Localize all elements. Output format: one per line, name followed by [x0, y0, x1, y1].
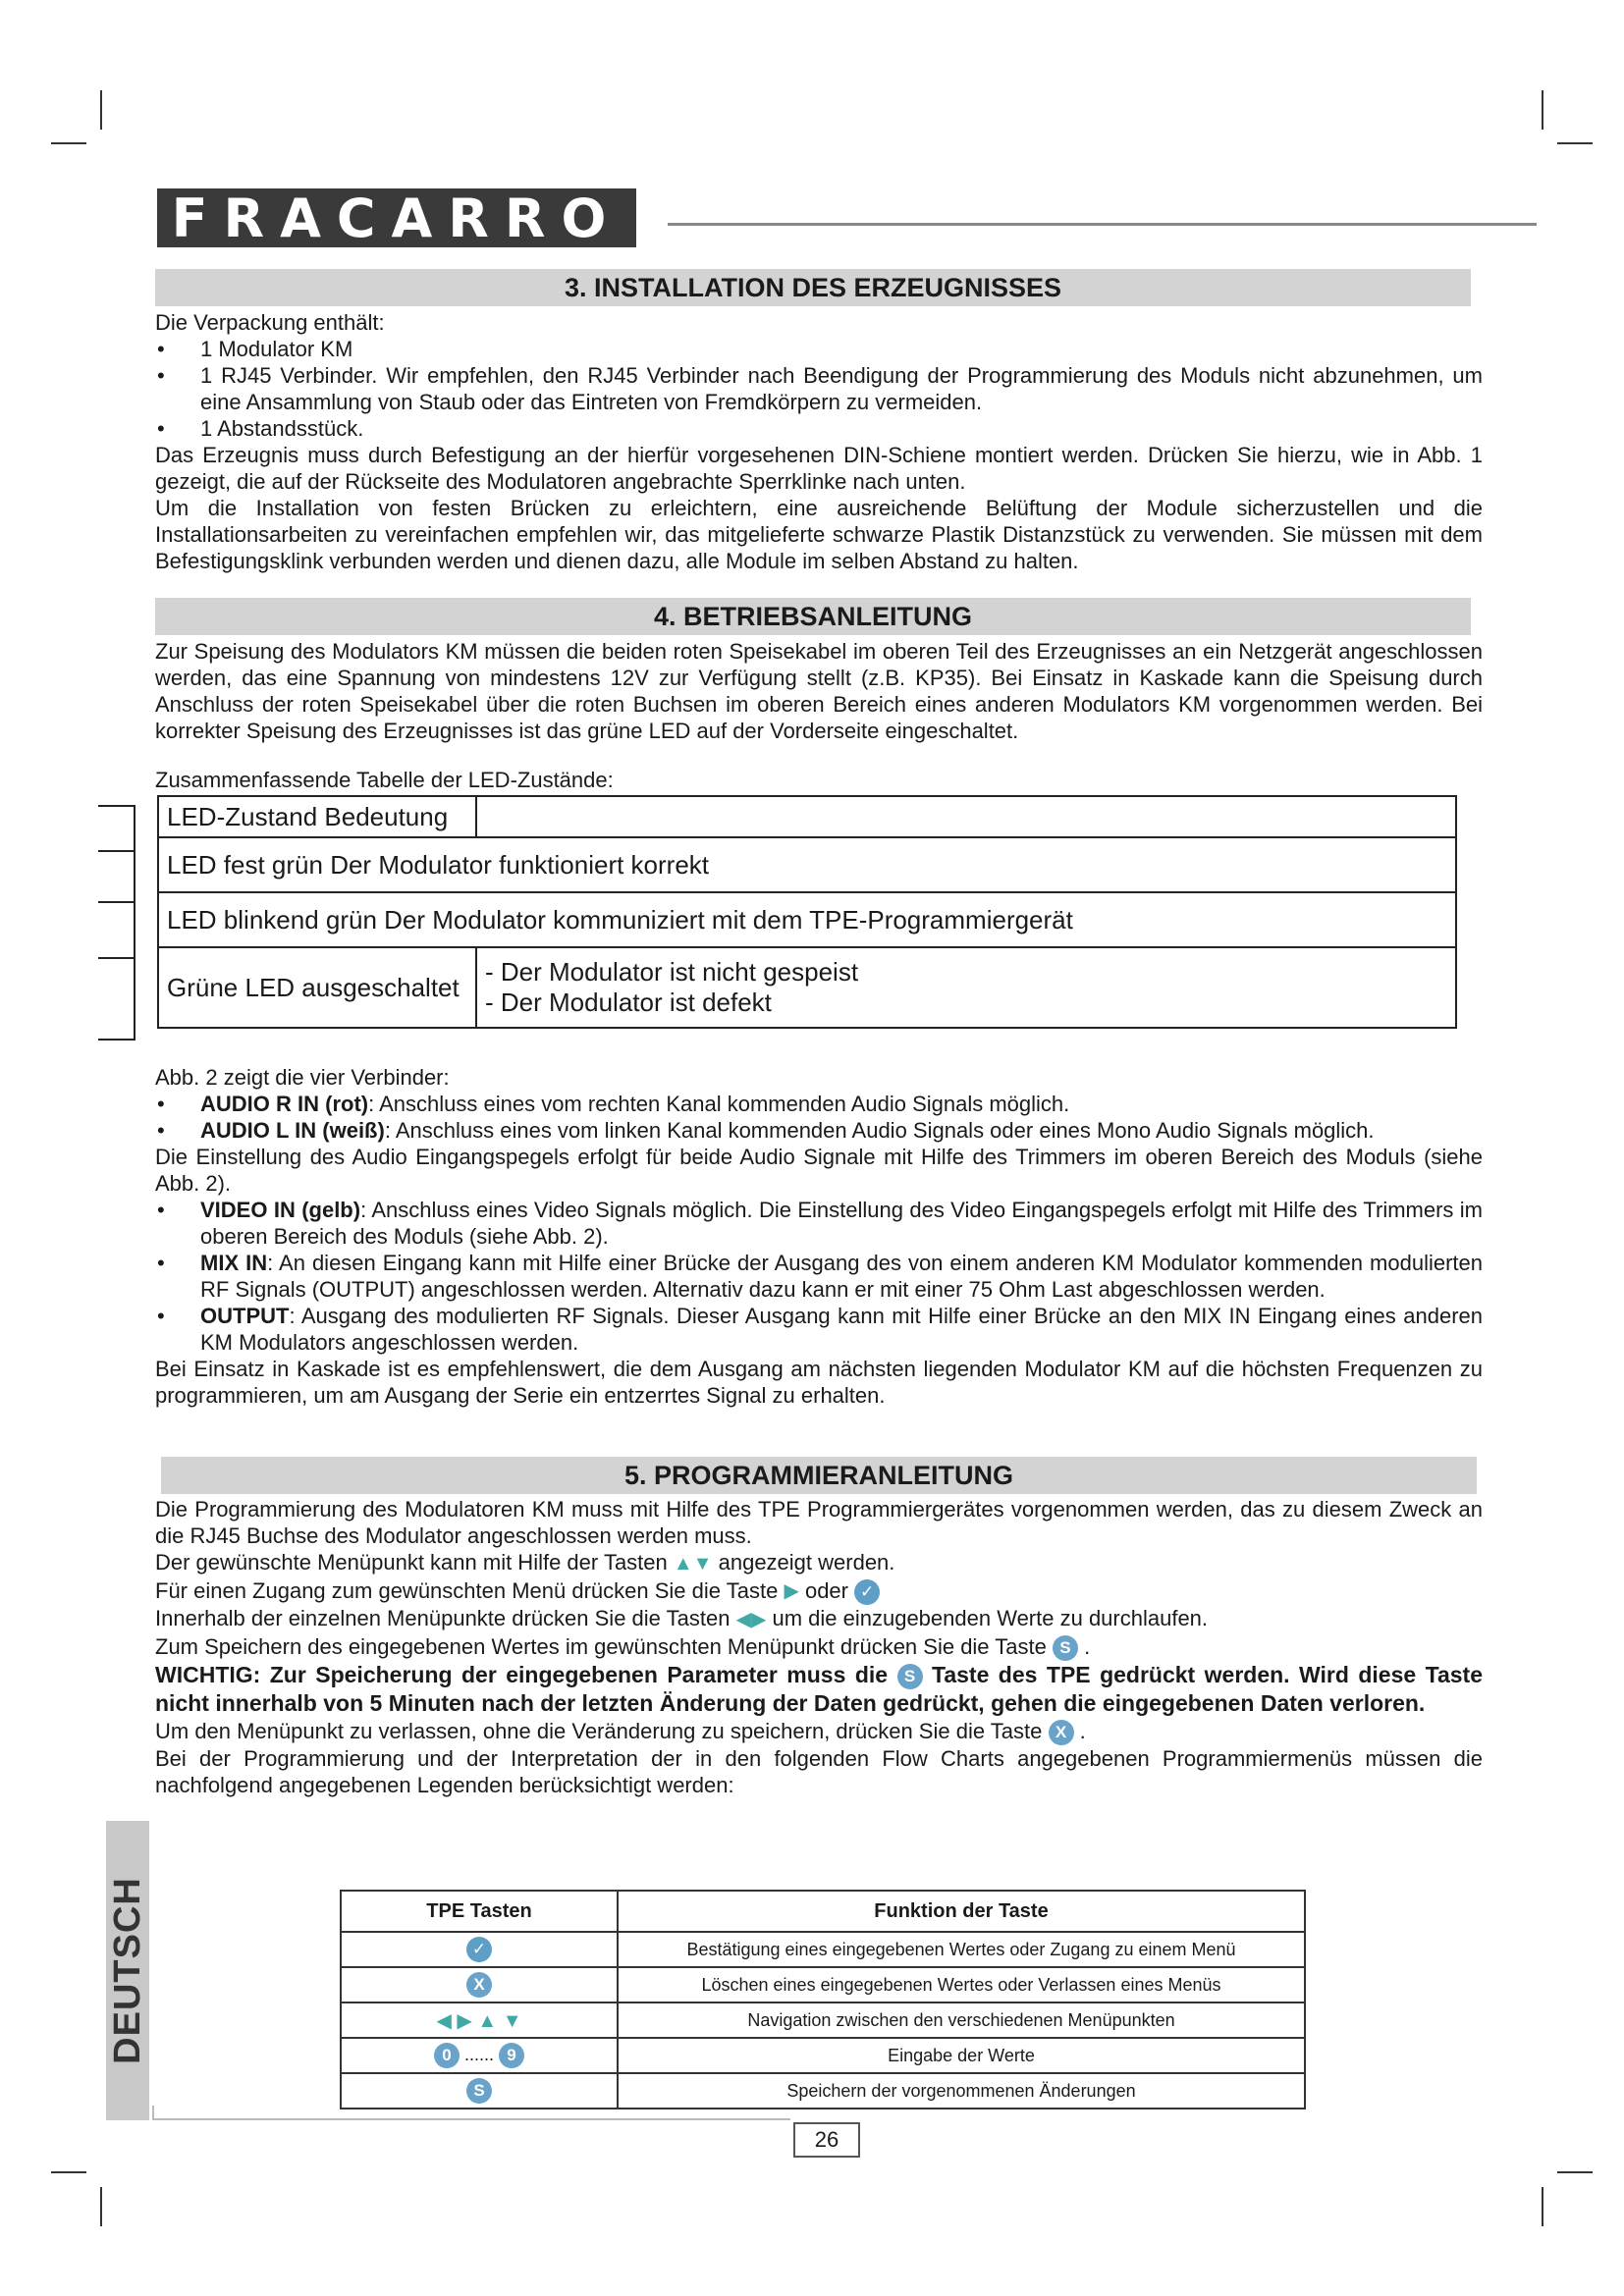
side-marker — [98, 805, 135, 807]
table-row — [158, 892, 1456, 947]
paragraph: Zur Speisung des Modulators KM müssen die beiden roten Speisekabel im oberen Teil des Erzeugnisses an ein Netzgerät angeschlossen werden, das eine Spannung von mindestens 12V zur Verfügung stellt (z.B. KP35). Bei Einsatz in Kaskade kann die Speisung durch Anschluss der roten Speisekabel über die roten Buchsen im oberen Bereich eines anderen Modulators KM vorgenommen werden. Bei korrekter Speisung des Erzeugnisses ist das grüne LED auf der Vorderseite eingeschaltet. — [155, 639, 1483, 743]
table-cell: Bestätigung eines eingegebenen Wertes oder Zugang zu einem Menü — [618, 1932, 1305, 1967]
table-cell — [476, 796, 1456, 837]
right-arrow-icon: ▶ — [784, 1580, 799, 1603]
side-marker — [134, 805, 135, 1041]
paragraph: Die Einstellung des Audio Eingangspegels erfolgt für beide Audio Signale mit Hilfe des Trimmers im oberen Bereich des Moduls (siehe Abb. 2). — [155, 1145, 1483, 1196]
paragraph: Das Erzeugnis muss durch Befestigung an der hierfür vorgesehenen DIN-Schiene montiert werden. Drücken Sie hierzu, wie in Abb. 1 gezeigt, die auf der Rückseite des Modulatoren angebrachte Sperrklinke nach unten. — [155, 443, 1483, 494]
table-cell: Eingabe der Werte — [618, 2038, 1305, 2073]
led-meaning: - Der Modulator ist defekt — [485, 988, 772, 1017]
section-programming-body — [155, 1496, 1483, 1798]
digit-zero-icon: 0 — [434, 2043, 460, 2068]
save-s-icon: S — [897, 1664, 923, 1689]
paragraph-important: WICHTIG: Zur Speicherung der eingegebenen Parameter muss die S Taste des TPE gedrückt werden. Wird diese Taste nicht innerhalb von 5 Minuten nach der letzten Änderung der Daten gedrückt, gehen die eingegebenen Daten verloren. — [155, 1662, 1483, 1717]
cancel-x-icon: X — [1049, 1720, 1074, 1745]
table-cell — [341, 1967, 618, 2002]
table-cell: Grüne LED ausgeschaltet — [158, 947, 476, 1028]
list-item: • OUTPUT: Ausgang des modulierten RF Signals. Dieser Ausgang kann mit Hilfe einer Brücke an den MIX IN Eingang eines anderen KM Modulators angeschlossen werden. — [157, 1304, 1483, 1355]
check-icon: ✓ — [466, 1937, 492, 1962]
crop-mark — [100, 2187, 102, 2226]
footer-rule — [152, 2118, 790, 2120]
footer-rule — [152, 2106, 154, 2119]
paragraph: Zum Speichern des eingegebenen Wertes im gewünschten Menüpunkt drücken Sie die Taste S . — [155, 1633, 1483, 1661]
paragraph: Innerhalb der einzelnen Menüpunkte drücken Sie die Tasten ◀▶ um die einzugebenden Werte zu durchlaufen. — [155, 1605, 1483, 1633]
crop-mark — [100, 90, 102, 130]
crop-mark — [51, 142, 86, 144]
table-row — [341, 2002, 1305, 2038]
brand-logo: FRACARRO — [157, 188, 636, 247]
table-cell: LED blinkend grün Der Modulator kommuniziert mit dem TPE-Programmiergerät — [158, 892, 1456, 947]
crop-mark — [1542, 90, 1543, 130]
digit-nine-icon: 9 — [499, 2043, 524, 2068]
table-row — [341, 1891, 1305, 1932]
connectors-body — [155, 1064, 1483, 1409]
section-title-programming: 5. PROGRAMMIERANLEITUNG — [161, 1457, 1477, 1494]
table-header-cell: Funktion der Taste — [618, 1891, 1305, 1932]
table-cell: LED fest grün Der Modulator funktioniert korrekt — [158, 837, 1456, 892]
list-item: • 1 Modulator KM — [157, 337, 353, 361]
side-marker — [98, 850, 135, 852]
side-marker — [98, 1039, 135, 1041]
paragraph: Bei der Programmierung und der Interpretation der in den folgenden Flow Charts angegebenen Programmiermenüs müssen die nachfolgend angegebenen Legenden berücksichtigt werden: — [155, 1746, 1483, 1798]
paragraph: Um die Installation von festen Brücken zu erleichtern, eine ausreichende Belüftung der Module sicherzustellen und die Installationsarbeiten zu vereinfachen empfehlen wir, das mitgelieferte schwarze Plastik Distanzstück zu verwenden. Sie müssen mit dem Befestigungsklink verbunden werden und dienen dazu, alle Module im selben Abstand zu halten. — [155, 496, 1483, 573]
crop-mark — [51, 2171, 86, 2173]
header-rule — [668, 223, 1537, 226]
crop-mark — [1557, 142, 1593, 144]
section-title-installation: 3. INSTALLATION DES ERZEUGNISSES — [155, 269, 1471, 306]
table-cell — [341, 2073, 618, 2109]
section-operation-body — [155, 638, 1483, 744]
list-item: • MIX IN: An diesen Eingang kann mit Hilfe einer Brücke der Ausgang des von einem anderen KM Modulator kommenden modulierten RF Signals (OUTPUT) angeschlossen werden. Alternativ dazu kann er mit einer 75 Ohm Last abgeschlossen werden. — [157, 1251, 1483, 1302]
led-table-intro: Zusammenfassende Tabelle der LED-Zustände: — [155, 768, 614, 792]
table-cell: Navigation zwischen den verschiedenen Menüpunkten — [618, 2002, 1305, 2038]
crop-mark — [1557, 2171, 1593, 2173]
table-header-cell: TPE Tasten — [341, 1891, 618, 1932]
table-cell — [341, 2002, 618, 2038]
save-s-icon: S — [466, 2078, 492, 2104]
up-down-arrows-icon: ▲▼ — [673, 1552, 713, 1575]
save-s-icon: S — [1053, 1635, 1078, 1661]
crop-mark — [1542, 2187, 1543, 2226]
table-row — [158, 796, 1456, 837]
table-cell: Speichern der vorgenommenen Änderungen — [618, 2073, 1305, 2109]
list-item: • AUDIO R IN (rot): Anschluss eines vom rechten Kanal kommenden Audio Signals möglich. — [157, 1092, 1070, 1116]
led-status-table — [157, 795, 1457, 1029]
table-cell — [341, 1932, 618, 1967]
table-row — [158, 947, 1456, 1028]
packaging-intro: Die Verpackung enthält: — [155, 310, 385, 335]
side-marker — [98, 957, 135, 959]
paragraph: Der gewünschte Menüpunkt kann mit Hilfe der Tasten ▲▼ angezeigt werden. — [155, 1549, 1483, 1577]
table-header-cell: LED-Zustand Bedeutung — [158, 796, 476, 837]
check-icon: ✓ — [854, 1579, 880, 1605]
paragraph: Für einen Zugang zum gewünschten Menü drücken Sie die Taste ▶ oder ✓ — [155, 1577, 1483, 1606]
table-cell — [476, 947, 1456, 1028]
paragraph: Die Programmierung des Modulatoren KM muss mit Hilfe des TPE Programmiergerätes vorgenommen werden, das zu diesem Zweck an die RJ45 Buchse des Modulator angeschlossen werden muss. — [155, 1497, 1483, 1548]
section-installation-body — [155, 309, 1483, 574]
paragraph: Bei Einsatz in Kaskade ist es empfehlenswert, die dem Ausgang am nächsten liegenden Modulator KM auf die höchsten Frequenzen zu programmieren, um am Ausgang der Serie ein entzerrtes Signal zu erhalten. — [155, 1357, 1483, 1408]
table-row — [341, 2038, 1305, 2073]
left-right-arrows-icon: ◀▶ — [735, 1609, 767, 1631]
list-item: • 1 RJ45 Verbinder. Wir empfehlen, den RJ45 Verbinder nach Beendigung der Programmierung des Moduls nicht abzunehmen, um eine Ansammlung von Staub oder das Eintreten von Fremdkörpern zu vermeiden. — [157, 363, 1483, 414]
table-row — [341, 1932, 1305, 1967]
table-row — [341, 2073, 1305, 2109]
list-item: • VIDEO IN (gelb): Anschluss eines Video Signals möglich. Die Einstellung des Video Eingangspegels erfolgt mit Hilfe des Trimmers im oberen Bereich des Moduls (siehe Abb. 2). — [157, 1198, 1483, 1249]
language-tab-label: DEUTSCH — [106, 1877, 148, 2064]
list-item: • 1 Abstandsstück. — [157, 416, 364, 441]
side-marker — [98, 901, 135, 903]
cancel-x-icon: X — [466, 1972, 492, 1998]
table-cell: Löschen eines eingegebenen Wertes oder Verlassen eines Menüs — [618, 1967, 1305, 2002]
list-item: • AUDIO L IN (weiß): Anschluss eines vom linken Kanal kommenden Audio Signals oder eines Mono Audio Signals möglich. — [157, 1118, 1375, 1143]
paragraph: Abb. 2 zeigt die vier Verbinder: — [155, 1065, 450, 1090]
led-meaning: - Der Modulator ist nicht gespeist — [485, 957, 859, 987]
table-row — [341, 1967, 1305, 2002]
page-number: 26 — [793, 2122, 860, 2158]
paragraph: Um den Menüpunkt zu verlassen, ohne die Veränderung zu speichern, drücken Sie die Taste X . — [155, 1718, 1483, 1745]
section-title-operation: 4. BETRIEBSANLEITUNG — [155, 598, 1471, 635]
tpe-keys-legend-table — [340, 1890, 1306, 2109]
table-cell: 0 ...... 9 — [341, 2038, 618, 2073]
navigation-arrows-icon: ◀ ▶ ▲ ▼ — [436, 2009, 522, 2032]
table-row — [158, 837, 1456, 892]
